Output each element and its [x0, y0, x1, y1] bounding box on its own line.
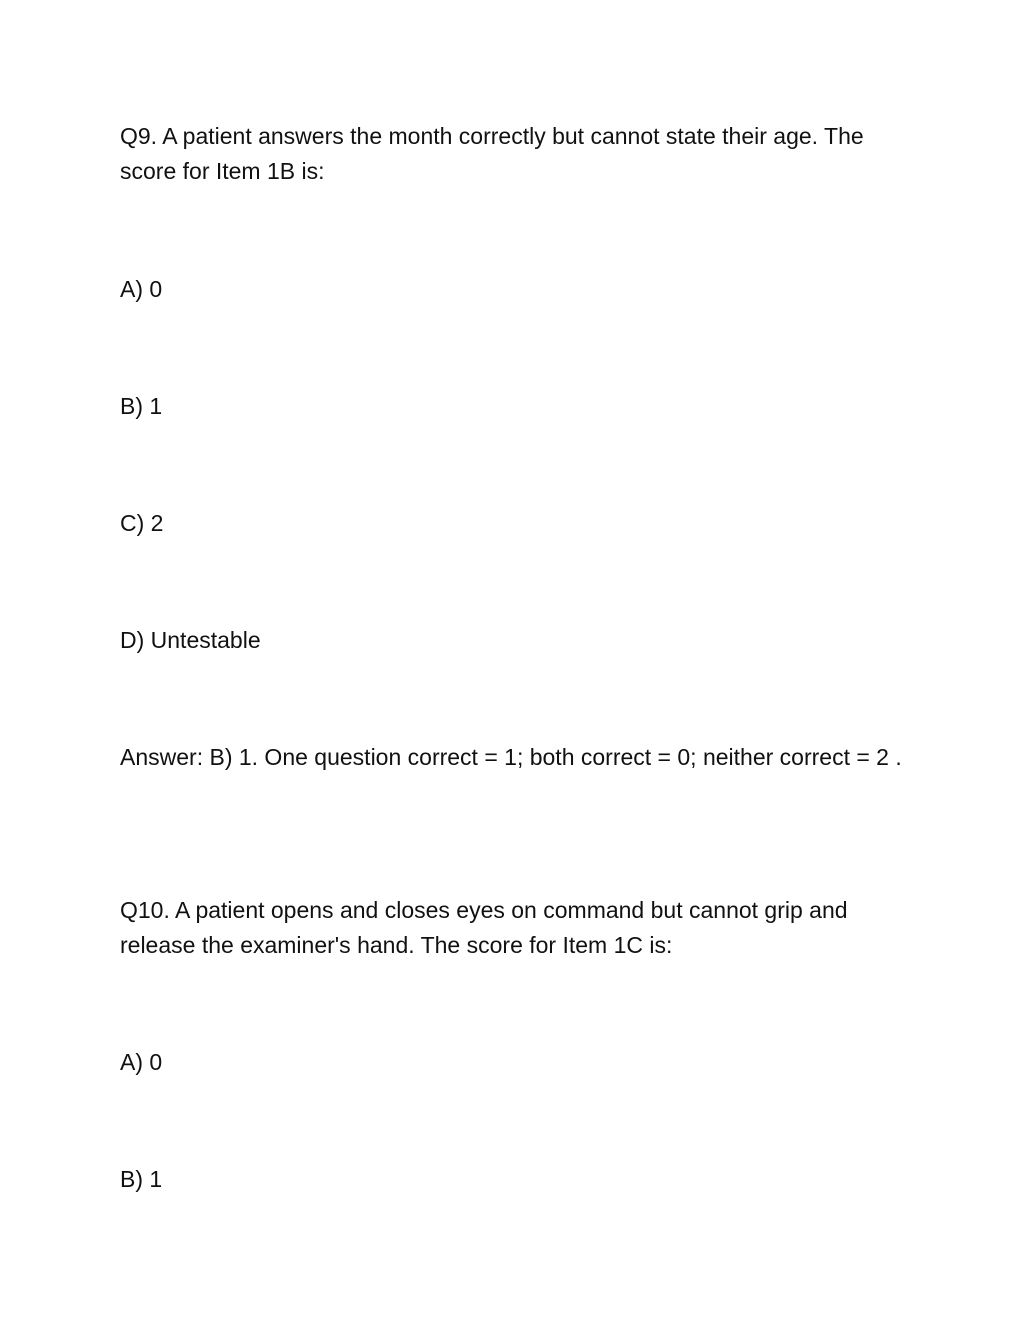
- question-9-option-d: D) Untestable: [120, 627, 261, 653]
- question-10-option-a: A) 0: [120, 1049, 163, 1075]
- question-10-stem: Q10. A patient opens and closes eyes on command but cannot grip and release the examiner's hand. The score for Item 1C is:: [120, 897, 848, 958]
- question-10-option-b: B) 1: [120, 1166, 163, 1192]
- question-9-answer: Answer: B) 1. One question correct = 1; both correct = 0; neither correct = 2 .: [120, 744, 902, 770]
- question-9-option-c: C) 2: [120, 510, 164, 536]
- question-9-option-b: B) 1: [120, 393, 163, 419]
- question-9-option-a: A) 0: [120, 276, 163, 302]
- question-9-stem: Q9. A patient answers the month correctly but cannot state their age. The score for Item 1B is:: [120, 123, 864, 184]
